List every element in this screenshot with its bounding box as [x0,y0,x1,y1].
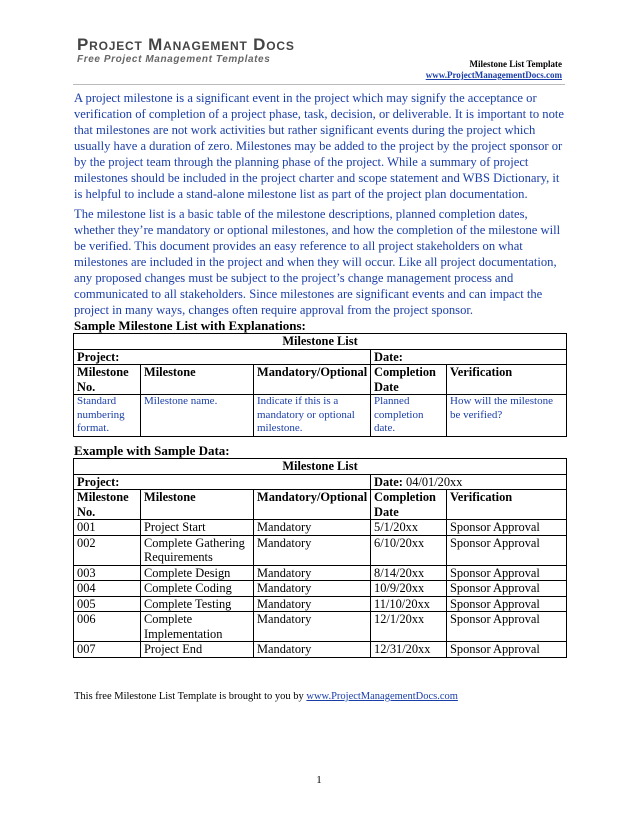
table-cell: 006 [74,612,141,642]
table-cell: 12/31/20xx [371,642,447,658]
col-header-completion: Completion Date [371,490,447,520]
col-header-milestone: Milestone [141,490,254,520]
table-row [74,520,567,536]
table-cell: Mandatory [254,581,371,597]
table-cell: Mandatory [254,596,371,612]
project-label: Project: [74,349,371,365]
table-cell: Complete Design [141,565,254,581]
table-cell: Mandatory [254,612,371,642]
table-cell: 8/14/20xx [371,565,447,581]
table-cell: How will the milestone be verified? [447,395,567,437]
col-header-verification: Verification [447,365,567,395]
table1-section-title: Sample Milestone List with Explanations: [74,318,306,333]
doc-title: Milestone List Template [469,59,562,69]
table-row [74,535,567,565]
table-cell: Sponsor Approval [447,565,567,581]
col-header-verification: Verification [447,490,567,520]
date-label: Date: [374,474,403,489]
footer-text: This free Milestone List Template is brought to you by [74,691,307,702]
brand-logo [77,36,295,65]
table-cell: Project Start [141,520,254,536]
table-cell: Sponsor Approval [447,535,567,565]
table-cell: Complete Coding [141,581,254,597]
intro-paragraph-1: A project milestone is a significant event in the project which may signify the acceptance or verification of completion of a project phase, task, decision, or deliverable. It is important to note that milestones are not work activities but rather significant events during the project which usually have a duration of zero. Milestones may be added to the project by the project sponsor or by the project team through the planning phase of the project. While a summary of project milestones should be included in the project charter and scope statement and WBS Dictionary, it is helpful to include a stand-alone milestone list as part of the project plan documentation. [74,91,564,201]
date-value: 04/01/20xx [402,474,463,489]
table-caption-row [74,459,567,475]
date-cell [371,349,567,365]
table-cell: 002 [74,535,141,565]
footer-note [74,691,458,702]
project-row [74,474,567,490]
table-cell: 007 [74,642,141,658]
table-cell: 003 [74,565,141,581]
table-cell: 11/10/20xx [371,596,447,612]
table2-section-title: Example with Sample Data: [74,443,230,458]
table-cell: 004 [74,581,141,597]
table-cell: 12/1/20xx [371,612,447,642]
date-label: Date: [374,349,403,364]
date-cell [371,474,567,490]
table-cell: Standard numbering format. [74,395,141,437]
project-row [74,349,567,365]
table-cell: Sponsor Approval [447,642,567,658]
table-row [74,565,567,581]
table-cell: Sponsor Approval [447,520,567,536]
table-cell: Mandatory [254,520,371,536]
table-row [74,642,567,658]
table-cell: 6/10/20xx [371,535,447,565]
header-divider [73,84,565,85]
table-cell: Sponsor Approval [447,612,567,642]
example-milestone-table [73,458,567,658]
table-cell: Sponsor Approval [447,596,567,612]
sample-milestone-table [73,333,567,437]
col-header-mandatory: Mandatory/Optional [254,490,371,520]
table-cell: Sponsor Approval [447,581,567,597]
table-row [74,581,567,597]
project-label: Project: [74,474,371,490]
brand-tagline: Free Project Management Templates [77,54,271,65]
table-cell: Complete Testing [141,596,254,612]
table-cell: Planned completion date. [371,395,447,437]
table-cell: Milestone name. [141,395,254,437]
table-header-row [74,490,567,520]
table-cell: Indicate if this is a mandatory or optional milestone. [254,395,371,437]
table-cell: Mandatory [254,565,371,581]
header-info [426,59,562,81]
page-number: 1 [316,774,322,786]
table-caption-row [74,334,567,350]
table-row [74,395,567,437]
table-cell: Complete Implementation [141,612,254,642]
table-cell: Complete Gathering Requirements [141,535,254,565]
table-cell: 005 [74,596,141,612]
table-caption: Milestone List [74,459,567,475]
table-row [74,612,567,642]
intro-paragraph-2: The milestone list is a basic table of the milestone descriptions, planned completion dates, whether they’re mandatory or optional milestones, and how the completion of the milestone will be verified. This document provides an easy reference to all project stakeholders on what milestones are included in the project and when they will occur. Like all project documentation, any proposed changes must be subject to the project’s change management process and communicated to all stakeholders. Since milestones are significant events and can impact the project in many ways, changes often require approval from the project sponsor. [74,207,561,317]
table-cell: 10/9/20xx [371,581,447,597]
col-header-mandatory: Mandatory/Optional [254,365,371,395]
col-header-completion: Completion Date [371,365,447,395]
col-header-milestone-no: Milestone No. [74,365,141,395]
brand-title: Project Management Docs [77,35,295,54]
table-cell: Mandatory [254,535,371,565]
header-site-link[interactable]: www.ProjectManagementDocs.com [425,70,562,80]
col-header-milestone-no: Milestone No. [74,490,141,520]
table-cell: Mandatory [254,642,371,658]
col-header-milestone: Milestone [141,365,254,395]
table-cell: 5/1/20xx [371,520,447,536]
table-cell: 001 [74,520,141,536]
table-row [74,596,567,612]
table-header-row [74,365,567,395]
table-caption: Milestone List [74,334,567,350]
table-cell: Project End [141,642,254,658]
footer-site-link[interactable]: www.ProjectManagementDocs.com [306,691,458,702]
